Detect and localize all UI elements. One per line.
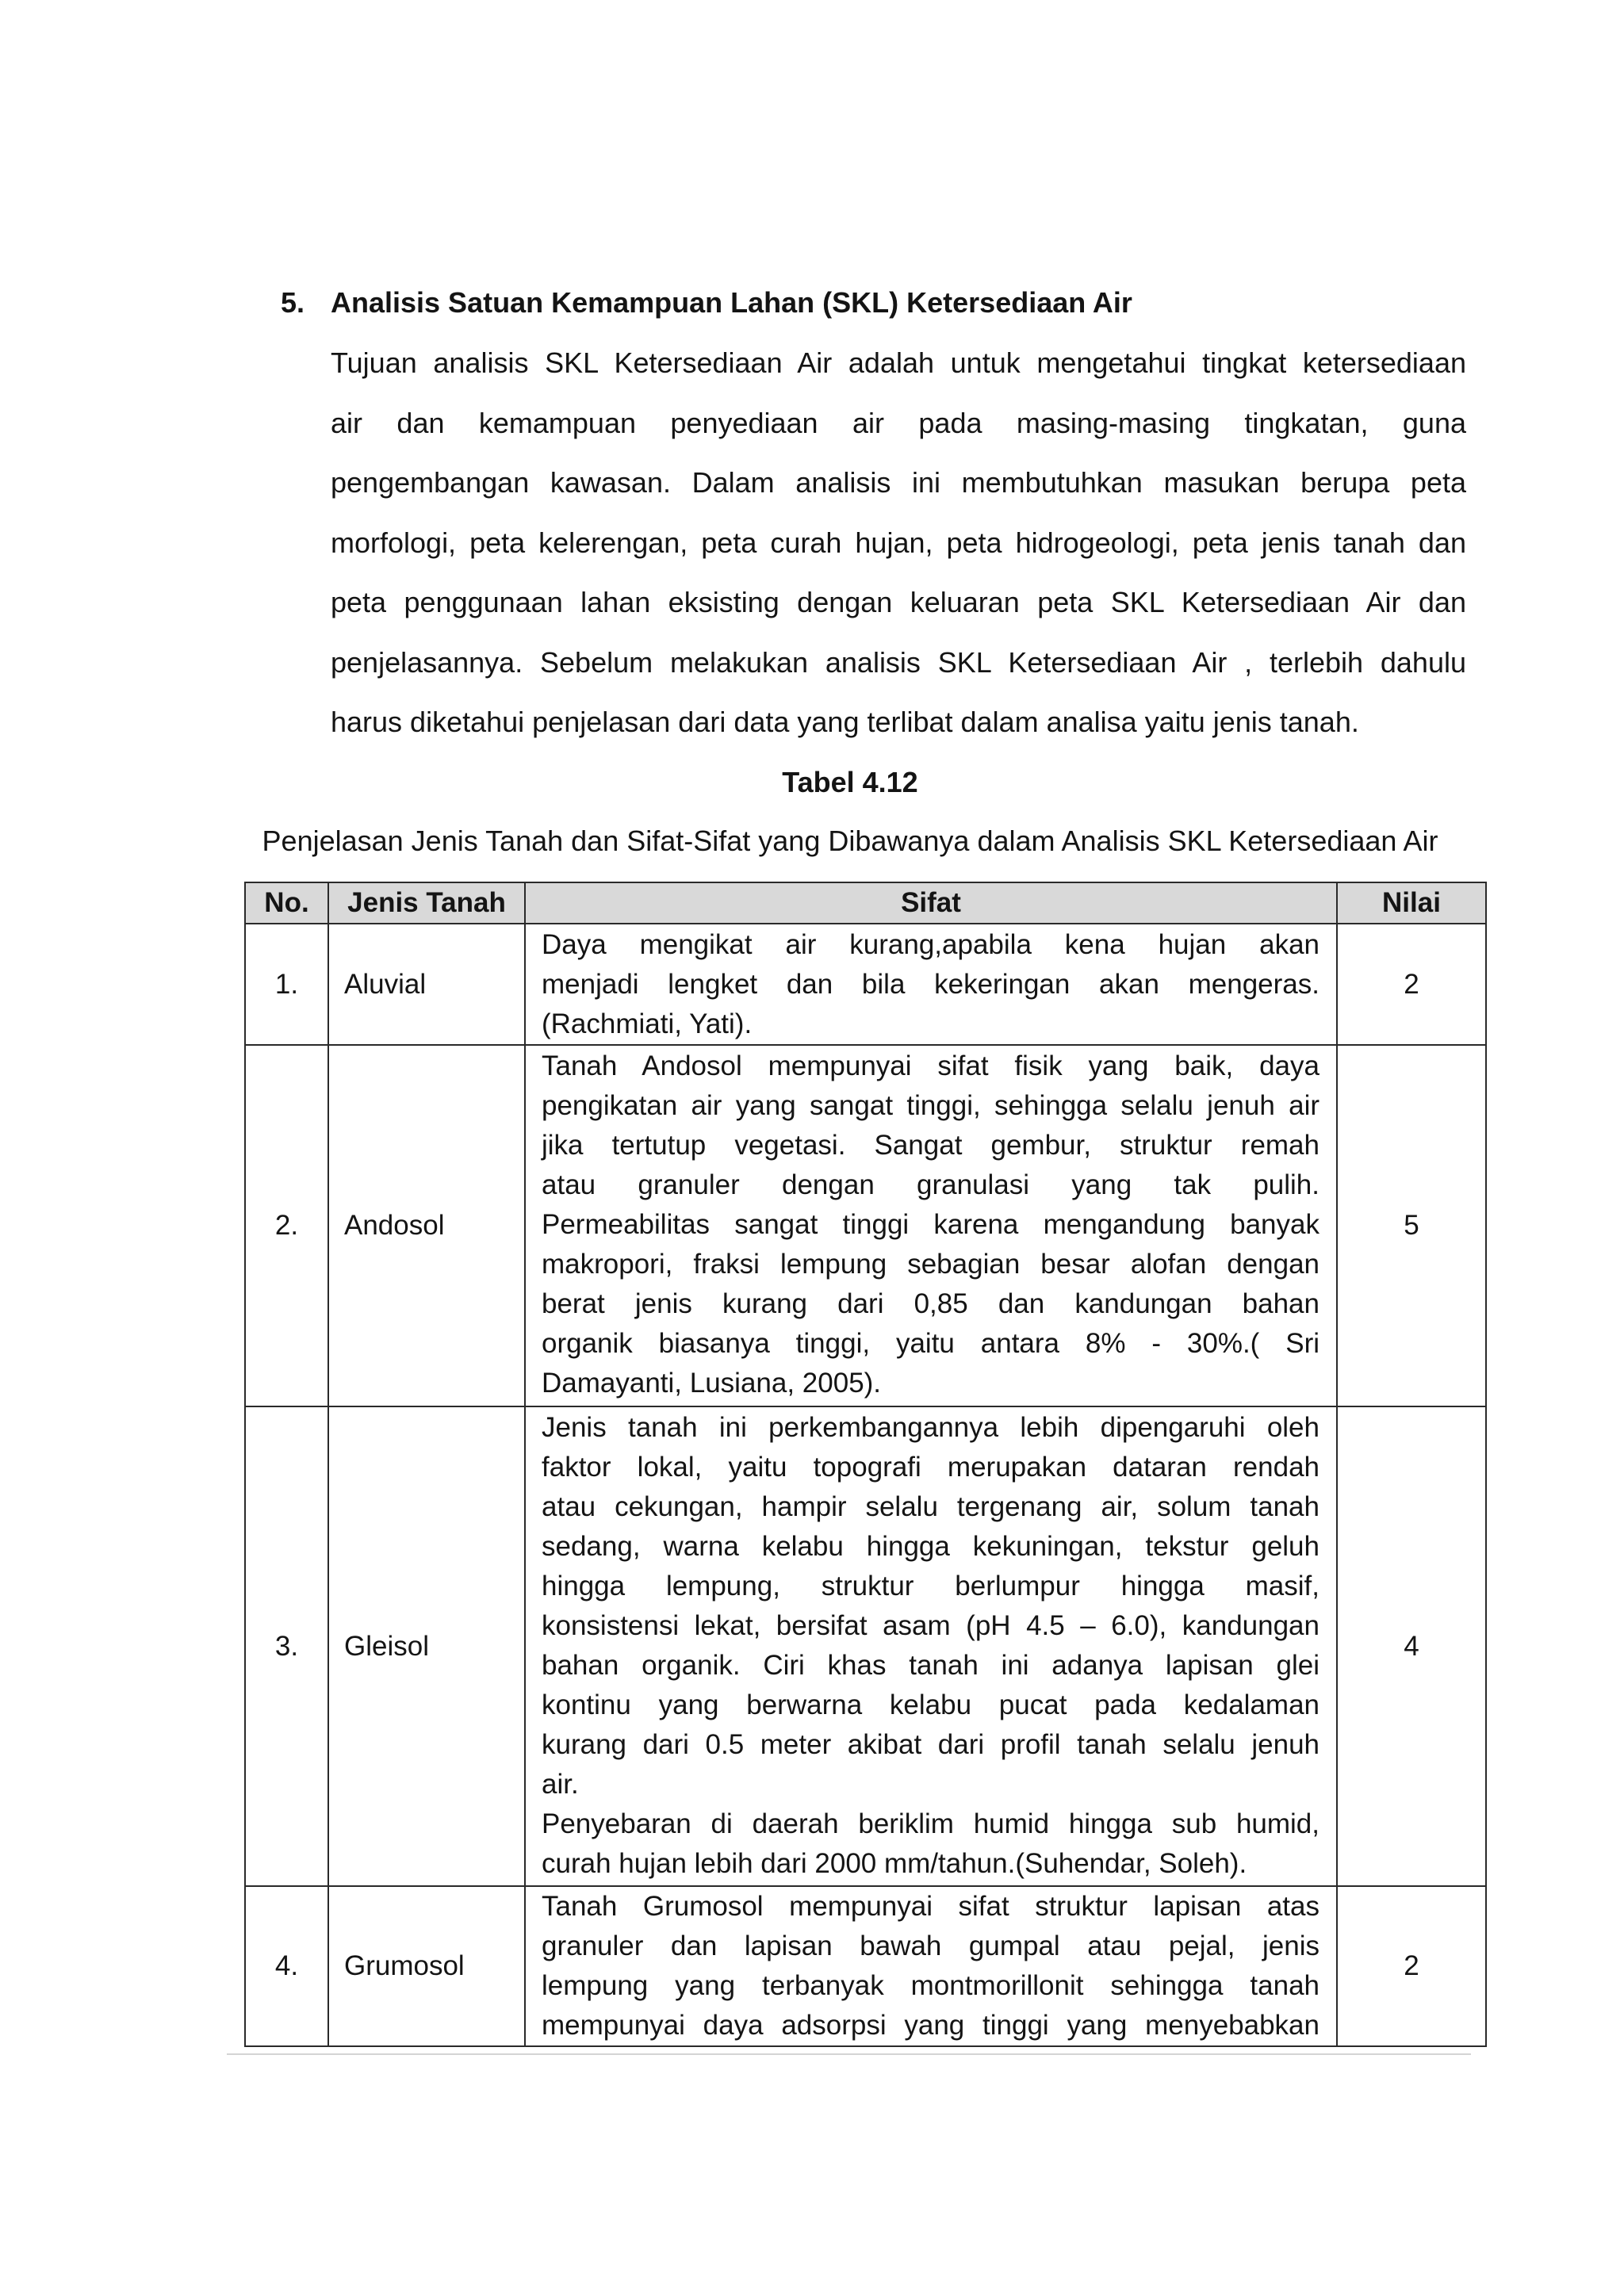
sifat-line: sedang, warna kelabu hingga kekuningan, tekstur geluh: [542, 1531, 1320, 1562]
cell-jenis-tanah: Aluvial: [329, 924, 526, 1044]
cell-no: 2.: [246, 1046, 329, 1406]
paragraph-line: pengembangan kawasan. Dalam analisis ini membutuhkan masukan berupa peta: [331, 466, 1466, 499]
cell-sifat: [526, 1046, 1338, 1406]
body-paragraph: [331, 333, 1466, 752]
sifat-line: curah hujan lebih dari 2000 mm/tahun.(Suhendar, Soleh).: [542, 1848, 1247, 1879]
header-no: No.: [246, 883, 329, 923]
sifat-line: Daya mengikat air kurang,apabila kena hujan akan: [542, 929, 1320, 960]
cell-jenis-tanah: Andosol: [329, 1046, 526, 1406]
sifat-line: konsistensi lekat, bersifat asam (pH 4.5 – 6.0), kandungan: [542, 1610, 1320, 1641]
sifat-line: lempung yang terbanyak montmorillonit sehingga tanah: [542, 1970, 1320, 2001]
cell-sifat: [526, 1887, 1338, 2045]
sifat-line: Permeabilitas sangat tinggi karena mengandung banyak: [542, 1209, 1320, 1240]
cell-nilai: 5: [1404, 1210, 1419, 1241]
cell-no: 3.: [246, 1407, 329, 1885]
paragraph-line: harus diketahui penjelasan dari data yang terlibat dalam analisa yaitu jenis tanah.: [331, 706, 1359, 738]
sifat-line: Tanah Grumosol mempunyai sifat struktur lapisan atas: [542, 1891, 1320, 1922]
paragraph-line: morfologi, peta kelerengan, peta curah hujan, peta hidrogeologi, peta jenis tanah dan: [331, 526, 1466, 559]
soil-table: [244, 882, 1487, 2047]
sifat-line: kurang dari 0.5 meter akibat dari profil tanah selalu jenuh: [542, 1729, 1320, 1760]
sifat-line: Jenis tanah ini perkembangannya lebih dipengaruhi oleh: [542, 1412, 1320, 1443]
sifat-line: makropori, fraksi lempung sebagian besar alofan dengan: [542, 1249, 1320, 1280]
cell-nilai: 2: [1404, 968, 1419, 1000]
sifat-line: bahan organik. Ciri khas tanah ini adanya lapisan glei: [542, 1650, 1320, 1681]
cell-no: 1.: [246, 924, 329, 1044]
cell-jenis-tanah: Gleisol: [329, 1407, 526, 1885]
table-row: [246, 1406, 1485, 1885]
sifat-line: granuler dan lapisan bawah gumpal atau pejal, jenis: [542, 1931, 1320, 1961]
table-row: [246, 1885, 1485, 2045]
cell-nilai: 4: [1404, 1630, 1419, 1662]
sifat-line: air.: [542, 1769, 579, 1800]
page-break-divider: [227, 2053, 1471, 2055]
paragraph-line: penjelasannya. Sebelum melakukan analisis SKL Ketersediaan Air , terlebih dahulu: [331, 645, 1466, 679]
sifat-line: kontinu yang berwarna kelabu pucat pada kedalaman: [542, 1689, 1320, 1720]
table-row: [246, 923, 1485, 1044]
cell-jenis-tanah: Grumosol: [329, 1887, 526, 2045]
section-title: Analisis Satuan Kemampuan Lahan (SKL) Ketersediaan Air: [331, 286, 1132, 319]
table-caption: Penjelasan Jenis Tanah dan Sifat-Sifat yang Dibawanya dalam Analisis SKL Ketersediaan Air: [262, 825, 1438, 857]
sifat-line: atau granuler dengan granulasi yang tak pulih.: [542, 1169, 1320, 1200]
sifat-line: Tanah Andosol mempunyai sifat fisik yang baik, daya: [542, 1050, 1320, 1081]
sifat-line: hingga lempung, struktur berlumpur hingga masif,: [542, 1571, 1320, 1601]
header-jenis-tanah: Jenis Tanah: [329, 883, 526, 923]
paragraph-line: air dan kemampuan penyediaan air pada masing-masing tingkatan, guna: [331, 406, 1466, 439]
paragraph-line: Tujuan analisis SKL Ketersediaan Air adalah untuk mengetahui tingkat ketersediaan: [331, 346, 1466, 379]
sifat-line: berat jenis kurang dari 0,85 dan kandungan bahan: [542, 1288, 1320, 1319]
cell-sifat: [526, 1407, 1338, 1885]
sifat-line: mempunyai daya adsorpsi yang tinggi yang menyebabkan: [542, 2010, 1320, 2041]
cell-nilai: 2: [1404, 1950, 1419, 1981]
cell-sifat: [526, 924, 1338, 1044]
header-sifat: Sifat: [526, 883, 1338, 923]
table-row: [246, 1044, 1485, 1406]
table-header-row: [246, 883, 1485, 923]
cell-no: 4.: [246, 1887, 329, 2045]
sifat-line: faktor lokal, yaitu topografi merupakan dataran rendah: [542, 1452, 1320, 1483]
sifat-line: atau cekungan, hampir selalu tergenang air, solum tanah: [542, 1491, 1320, 1522]
sifat-line: jika tertutup vegetasi. Sangat gembur, struktur remah: [542, 1130, 1320, 1161]
sifat-line: Damayanti, Lusiana, 2005).: [542, 1368, 882, 1399]
table-title: Tabel 4.12: [782, 766, 918, 798]
header-nilai: Nilai: [1382, 887, 1441, 918]
paragraph-line: peta penggunaan lahan eksisting dengan keluaran peta SKL Ketersediaan Air dan: [331, 586, 1466, 618]
sifat-line: organik biasanya tinggi, yaitu antara 8% - 30%.( Sri: [542, 1328, 1320, 1359]
sifat-line: menjadi lengket dan bila kekeringan akan mengeras.: [542, 969, 1320, 1000]
section-number: 5.: [281, 286, 305, 319]
sifat-line: (Rachmiati, Yati).: [542, 1008, 753, 1039]
sifat-line: pengikatan air yang sangat tinggi, sehingga selalu jenuh air: [542, 1090, 1320, 1121]
sifat-line: Penyebaran di daerah beriklim humid hingga sub humid,: [542, 1808, 1320, 1839]
